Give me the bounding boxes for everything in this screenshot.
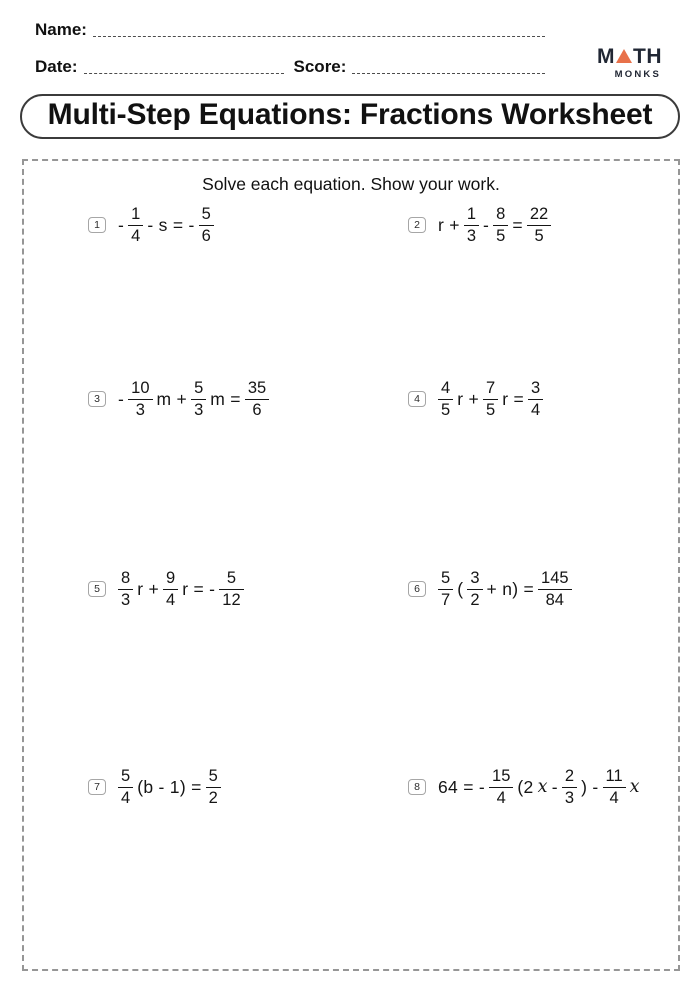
header-fields	[0, 0, 700, 77]
problem-3	[88, 379, 269, 420]
fraction: $\frac{35}{6}$	[245, 379, 269, 420]
fraction: $\frac{145}{84}$	[538, 569, 572, 610]
equation-text: r +	[137, 578, 159, 599]
equation	[438, 767, 640, 808]
fraction: $\frac{5}{7}$	[438, 569, 453, 610]
fraction: $\frac{5}{12}$	[219, 569, 243, 610]
problem-number-badge: 6	[408, 581, 426, 597]
date-score-row	[35, 57, 545, 77]
fraction: $\frac{5}{6}$	[199, 205, 214, 246]
equation	[438, 379, 543, 420]
logo-letter-m: M	[597, 45, 615, 68]
problem-4	[408, 379, 543, 420]
score-label: Score:	[293, 57, 347, 76]
problem-number-badge: 8	[408, 779, 426, 795]
equation-text: r +	[457, 388, 479, 409]
fraction: $\frac{5}{2}$	[206, 767, 221, 808]
equation	[438, 569, 572, 610]
logo-letters-th: TH	[633, 45, 662, 68]
equation-variable: x	[629, 777, 640, 798]
date-label: Date:	[35, 57, 78, 76]
problem-7	[88, 767, 221, 808]
problem-number-badge: 3	[88, 391, 106, 407]
equation-text: -	[483, 214, 490, 235]
problem-5	[88, 569, 244, 610]
fraction: $\frac{1}{4}$	[128, 205, 143, 246]
equation	[118, 379, 269, 420]
equation	[118, 767, 221, 808]
equation-text: 64 = -	[438, 776, 486, 797]
title-container	[0, 94, 700, 139]
math-monks-logo	[597, 46, 662, 80]
problem-number-badge: 7	[88, 779, 106, 795]
equation-text: (	[457, 578, 464, 599]
problem-2	[408, 205, 551, 246]
fraction: $\frac{7}{5}$	[483, 379, 498, 420]
date-blank-line	[84, 73, 284, 74]
fraction: $\frac{2}{3}$	[562, 767, 577, 808]
fraction: $\frac{5}{3}$	[191, 379, 206, 420]
fraction: $\frac{15}{4}$	[489, 767, 513, 808]
page-title: Multi-Step Equations: Fractions Worksheet	[20, 94, 681, 139]
equation-text: - s = -	[147, 214, 195, 235]
equation-text: r = -	[182, 578, 216, 599]
equation-text: (2	[517, 776, 534, 797]
problem-8	[408, 767, 640, 808]
problem-number-badge: 1	[88, 217, 106, 233]
name-row	[35, 20, 545, 40]
equation-text: -	[551, 776, 558, 797]
fraction: $\frac{8}{3}$	[118, 569, 133, 610]
fraction: $\frac{8}{5}$	[493, 205, 508, 246]
equation-text: m +	[156, 388, 188, 409]
fraction: $\frac{3}{2}$	[467, 569, 482, 610]
worksheet-area	[22, 159, 680, 971]
equation	[118, 205, 214, 246]
equation-variable: x	[537, 777, 548, 798]
fraction: $\frac{11}{4}$	[603, 767, 626, 808]
score-blank-line	[352, 73, 545, 74]
problem-number-badge: 4	[408, 391, 426, 407]
equation-text: + n) =	[486, 578, 535, 599]
equation	[438, 205, 551, 246]
equation-text: (b - 1) =	[137, 776, 202, 797]
fraction: $\frac{10}{3}$	[128, 379, 152, 420]
fraction: $\frac{1}{3}$	[464, 205, 479, 246]
instructions-text: Solve each equation. Show your work.	[202, 174, 500, 194]
problem-1	[88, 205, 214, 246]
problem-number-badge: 2	[408, 217, 426, 233]
fraction: $\frac{4}{5}$	[438, 379, 453, 420]
equation-text: ) -	[581, 776, 599, 797]
triangle-icon	[616, 49, 632, 63]
equation-text: =	[512, 214, 523, 235]
logo-wordmark	[597, 46, 662, 67]
fraction: $\frac{3}{4}$	[528, 379, 543, 420]
equation-text: r +	[438, 214, 460, 235]
fraction: $\frac{5}{4}$	[118, 767, 133, 808]
equation-text: m =	[210, 388, 241, 409]
equation-text: -	[118, 388, 125, 409]
name-blank-line	[93, 36, 545, 37]
equation	[118, 569, 244, 610]
fraction: $\frac{9}{4}$	[163, 569, 178, 610]
fraction: $\frac{22}{5}$	[527, 205, 551, 246]
equation-text: r =	[502, 388, 524, 409]
name-label: Name:	[35, 20, 87, 39]
logo-subtitle: MONKS	[614, 69, 661, 80]
problem-6	[408, 569, 572, 610]
problem-number-badge: 5	[88, 581, 106, 597]
equation-text: -	[118, 214, 125, 235]
